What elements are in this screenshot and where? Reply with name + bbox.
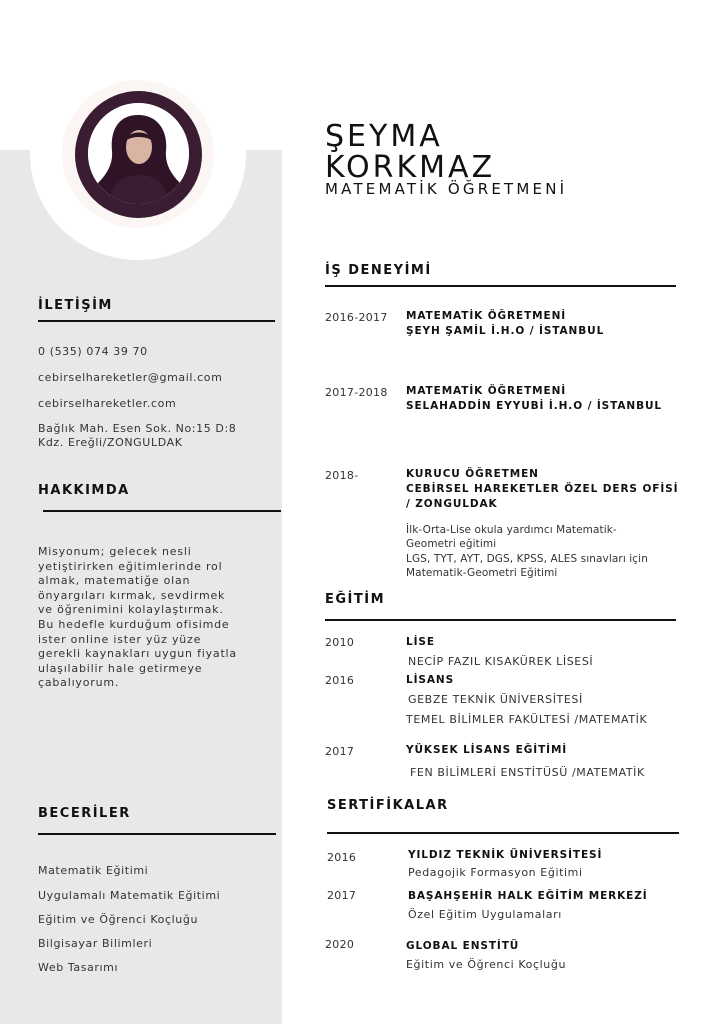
- last-name: KORKMAZ: [325, 150, 496, 185]
- experience-years: 2018-: [325, 469, 359, 482]
- education-year: 2016: [325, 674, 355, 687]
- certificates-heading: SERTİFİKALAR: [327, 798, 449, 813]
- experience-years: 2016-2017: [325, 311, 388, 324]
- education-year: 2017: [325, 745, 355, 758]
- skill-item: Bilgisayar Bilimleri: [38, 937, 153, 950]
- experience-employer-location: / ZONGULDAK: [406, 498, 498, 510]
- certificates-divider: [327, 832, 679, 834]
- experience-years: 2017-2018: [325, 386, 388, 399]
- about-line: Bu hedefle kurduğum ofisimde: [38, 618, 230, 631]
- skills-heading: BECERİLER: [38, 806, 131, 821]
- experience-divider: [325, 285, 676, 287]
- contact-heading: İLETİŞİM: [38, 298, 113, 313]
- education-faculty: TEMEL BİLİMLER FAKÜLTESİ /MATEMATİK: [406, 713, 648, 726]
- profile-photo: [88, 103, 189, 204]
- about-line: Misyonum; gelecek nesli: [38, 545, 192, 558]
- job-title: MATEMATİK ÖĞRETMENİ: [325, 180, 568, 198]
- education-degree: YÜKSEK LİSANS EĞİTİMİ: [406, 744, 568, 756]
- about-line: önyargıları kırmak, sevdirmek: [38, 588, 226, 602]
- experience-description: İlk-Orta-Lise okula yardımcı Matematik-: [406, 524, 617, 536]
- about-line: ulaşılabilir hale getirmeye: [38, 661, 203, 675]
- experience-heading: İŞ DENEYİMİ: [325, 263, 432, 278]
- education-divider: [325, 619, 676, 621]
- education-degree: LİSE: [406, 636, 435, 648]
- certificate-program: Eğitim ve Öğrenci Koçluğu: [406, 958, 567, 971]
- certificate-program: Özel Eğitim Uygulamaları: [408, 908, 562, 921]
- education-school: GEBZE TEKNİK ÜNİVERSİTESİ: [408, 693, 583, 706]
- contact-phone: 0 (535) 074 39 70: [38, 345, 148, 358]
- experience-employer: SELAHADDİN EYYUBİ İ.H.O / İSTANBUL: [406, 400, 663, 412]
- education-school: NECİP FAZIL KISAKÜREK LİSESİ: [408, 655, 594, 668]
- certificate-institution: BAŞAHŞEHİR HALK EĞİTİM MERKEZİ: [408, 890, 648, 902]
- experience-position: MATEMATİK ÖĞRETMENİ: [406, 310, 567, 322]
- education-degree: LİSANS: [406, 674, 455, 686]
- about-heading: HAKKIMDA: [38, 483, 130, 498]
- education-heading: EĞİTİM: [325, 592, 386, 607]
- contact-address-line2: Kdz. Ereğli/ZONGULDAK: [38, 436, 183, 449]
- skills-divider: [38, 833, 276, 835]
- certificate-year: 2020: [325, 938, 355, 951]
- about-line: gerekli kaynakları uygun fiyatla: [38, 647, 237, 661]
- about-line: ve öğrenimini kolaylaştırmak.: [38, 603, 224, 617]
- experience-description: Matematik-Geometri Eğitimi: [406, 567, 558, 579]
- about-line: almak, matematiğe olan: [38, 574, 191, 588]
- about-line: ister online ister yüz yüze: [38, 632, 202, 646]
- contact-divider: [38, 320, 275, 322]
- about-line: çabalıyorum.: [38, 676, 120, 690]
- experience-employer: ŞEYH ŞAMİL İ.H.O / İSTANBUL: [406, 325, 605, 337]
- experience-position: MATEMATİK ÖĞRETMENİ: [406, 385, 567, 397]
- first-name: ŞEYMA: [325, 119, 443, 154]
- skill-item: Uygulamalı Matematik Eğitimi: [38, 889, 221, 902]
- skill-item: Matematik Eğitimi: [38, 864, 149, 877]
- experience-employer: CEBİRSEL HAREKETLER ÖZEL DERS OFİSİ: [406, 483, 679, 495]
- about-divider: [43, 510, 281, 512]
- contact-address-line1: Bağlık Mah. Esen Sok. No:15 D:8: [38, 422, 237, 435]
- certificate-program: Pedagojik Formasyon Eğitimi: [408, 866, 583, 879]
- certificate-institution: YILDIZ TEKNİK ÜNİVERSİTESİ: [408, 849, 603, 861]
- experience-description: Geometri eğitimi: [406, 538, 497, 550]
- contact-website: cebirselhareketler.com: [38, 397, 177, 410]
- skill-item: Eğitim ve Öğrenci Koçluğu: [38, 913, 199, 926]
- skill-item: Web Tasarımı: [38, 961, 119, 974]
- experience-description: LGS, TYT, AYT, DGS, KPSS, ALES sınavları için: [406, 553, 648, 565]
- experience-position: KURUCU ÖĞRETMEN: [406, 468, 539, 480]
- contact-email: cebirselhareketler@gmail.com: [38, 371, 223, 384]
- certificate-institution: GLOBAL ENSTİTÜ: [406, 940, 520, 952]
- certificate-year: 2016: [327, 851, 357, 864]
- certificate-year: 2017: [327, 889, 357, 902]
- about-line: yetiştirirken eğitimlerinde rol: [38, 559, 223, 573]
- education-school: FEN BİLİMLERİ ENSTİTÜSÜ /MATEMATİK: [410, 766, 645, 779]
- education-year: 2010: [325, 636, 355, 649]
